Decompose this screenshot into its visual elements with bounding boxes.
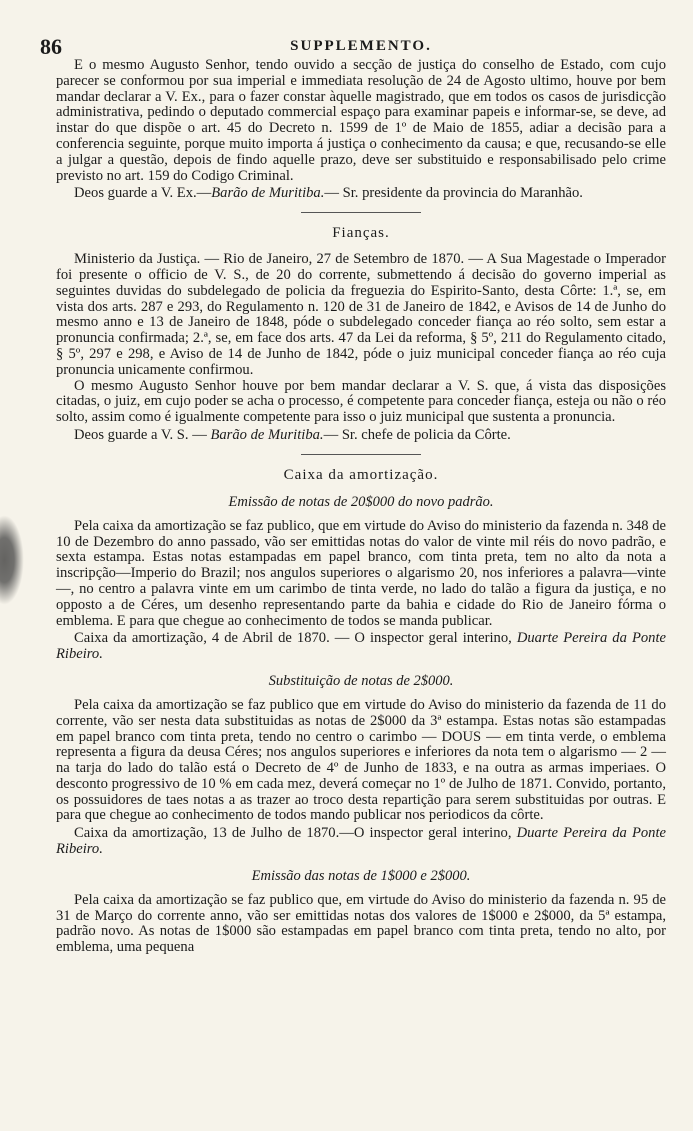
- signature-line: [56, 428, 666, 444]
- section-conselho-estado: [56, 58, 666, 202]
- subsection-heading: Emissão de notas de 20$000 do novo padrão.: [228, 493, 494, 510]
- section-caixa-amortizacao: [56, 467, 666, 956]
- ink-blot: [0, 515, 24, 605]
- section-fiancas: [56, 225, 666, 444]
- paragraph: E o mesmo Augusto Senhor, tendo ouvido a secção de justiça do conselho de Estado, com cujo parecer se conformou por sua imperial e immediata resolução de 24 de Agosto ultimo, houve por bem mandar declarar a V. Ex., para o fazer constar àquelle magistrado, que em todos os casos de jurisdicção administrativa, pedindo o deputado commercial espaço para examinar papeis e informar-se, se deve, ad instar do que dispõe o art. 45 do Decreto n. 1599 de 1º de Maio de 1855, adiar a decisão para a conferencia seguinte, porque muito importa á justiça o conhecimento da causa; e que, recusando-se elle a julgar a questão, depois de findo aquelle prazo, deve ser substituido e responsabilisado pelo crime previsto no art. 159 do Codigo Criminal.: [56, 57, 666, 184]
- page-number: 86: [40, 34, 62, 59]
- closing: Deos guarde a V. Ex.—: [74, 185, 212, 202]
- signature-line: [56, 631, 666, 663]
- paragraph: Pela caixa da amortização se faz publico, que em virtude do Aviso do ministerio da fazenda n. 348 de 10 de Dezembro do anno passado, vão ser emittidas notas do valor de vinte mil réis do novo padrão, e sexta estampa. Estas notas estampadas em papel branco, com tinta preta, tem no alto da nota a inscripção—Imperio do Brazil; nos angulos superiores o algarismo 20, nos inferiores a palavra—vinte—, no centro a palavra vinte em um carimbo de tinta verde, no lado do talão a figura da justiça, e no opposto a de Céres, um desenho representando parte da bahia e cidade do Rio de Janeiro fórma o emblema. E para que chegue ao conhecimento de todos se manda publicar.: [56, 517, 666, 629]
- paragraph: O mesmo Augusto Senhor houve por bem mandar declarar a V. S. que, á vista das disposições citadas, o juiz, em cujo poder se acha o processo, é competente para conceder fiança, esteja ou não o réo solto, assim como é igualmente competente para isso o juiz municipal que sustenta a pronuncia.: [56, 377, 666, 426]
- section-divider: [301, 212, 421, 213]
- signatory: Duarte Pereira da Ponte Ribeiro.: [56, 825, 666, 858]
- closing: Caixa da amortização, 13 de Julho de 1870.—O inspector geral interino,: [74, 825, 517, 842]
- section-title: Caixa da amortização.: [283, 466, 439, 483]
- subsection-heading: Substituição de notas de 2$000.: [268, 672, 454, 689]
- subsection-heading: Emissão das notas de 1$000 e 2$000.: [251, 867, 471, 884]
- signature-line: [56, 186, 666, 202]
- section-divider: [301, 454, 421, 455]
- running-head: SUPPLEMENTO.: [290, 38, 432, 54]
- signatory: Barão de Muritiba.: [211, 185, 325, 202]
- paragraph: Pela caixa da amortização se faz publico que, em virtude do Aviso do ministerio da fazenda n. 95 de 31 de Março do corrente anno, vão ser emittidas notas dos valores de 1$000 e 2$000, da 5ª estampa, padrão novo. As notas de 1$000 são estampadas em papel branco com tinta preta, tendo no alto, por emblema, uma pequena: [56, 891, 666, 956]
- signatory: Duarte Pereira da Ponte Ribeiro.: [56, 630, 666, 663]
- paragraph: Pela caixa da amortização se faz publico que em virtude do Aviso do ministerio da fazenda de 11 do corrente, vão ser nesta data substituidas as notas de 2$000 da 3ª estampa. Estas notas são estampadas em papel branco com tinta preta, tendo no centro o carimbo — DOUS — em tinta verde, o emblema representa a figura da deusa Céres; nos angulos superiores e inferiores da nota tem o algarismo — 2 — na tarja do lado do talão está o Decreto de 4º de Junho de 1833, e na outra as armas imperiaes. O desconto progressivo de 10 % em cada mez, deverá começar no 1º de Julho de 1871. Convido, portanto, os possuidores de taes notas a as trazer ao troco desta repartição para serem substituidas por outras. E para que chegue ao conhecimento de todos mando publicar nos periodicos da côrte.: [56, 696, 666, 824]
- signatory: Barão de Muritiba.: [210, 426, 324, 443]
- signature-line: [56, 826, 666, 858]
- recipient: — Sr. chefe de policia da Côrte.: [323, 426, 511, 443]
- recipient: — Sr. presidente da provincia do Maranhão.: [324, 185, 583, 202]
- closing: Deos guarde a V. S. —: [74, 426, 211, 443]
- page-header: [40, 30, 666, 59]
- document-page: [40, 30, 666, 956]
- paragraph: Ministerio da Justiça. — Rio de Janeiro, 27 de Setembro de 1870. — A Sua Magestade o Imperador foi presente o officio de V. S., de 20 do corrente, submettendo á decisão do governo imperial as seguintes duvidas do subdelegado de policia da freguezia do Espirito-Santo, desta Côrte: 1.ª, se, em vista dos arts. 287 e 293, do Regulamento n. 120 de 31 de Janeiro de 1842, e Avisos de 14 de Junho do mesmo anno e 13 de Janeiro de 1848, póde o subdelegado conceder fiança ao réo solto, sem estar a pronuncia confirmada; 2.ª, se, em face dos arts. 47 da Lei da reforma, § 5º, 211 do Regulamento citado, § 5º, 297 e 298, e Aviso de 14 de Junho de 1842, póde o juiz municipal conceder fiança ao réo cuja pronuncia unicamente confirmou.: [56, 251, 666, 378]
- section-title: Fianças.: [332, 225, 390, 242]
- closing: Caixa da amortização, 4 de Abril de 1870. — O inspector geral interino,: [74, 630, 517, 647]
